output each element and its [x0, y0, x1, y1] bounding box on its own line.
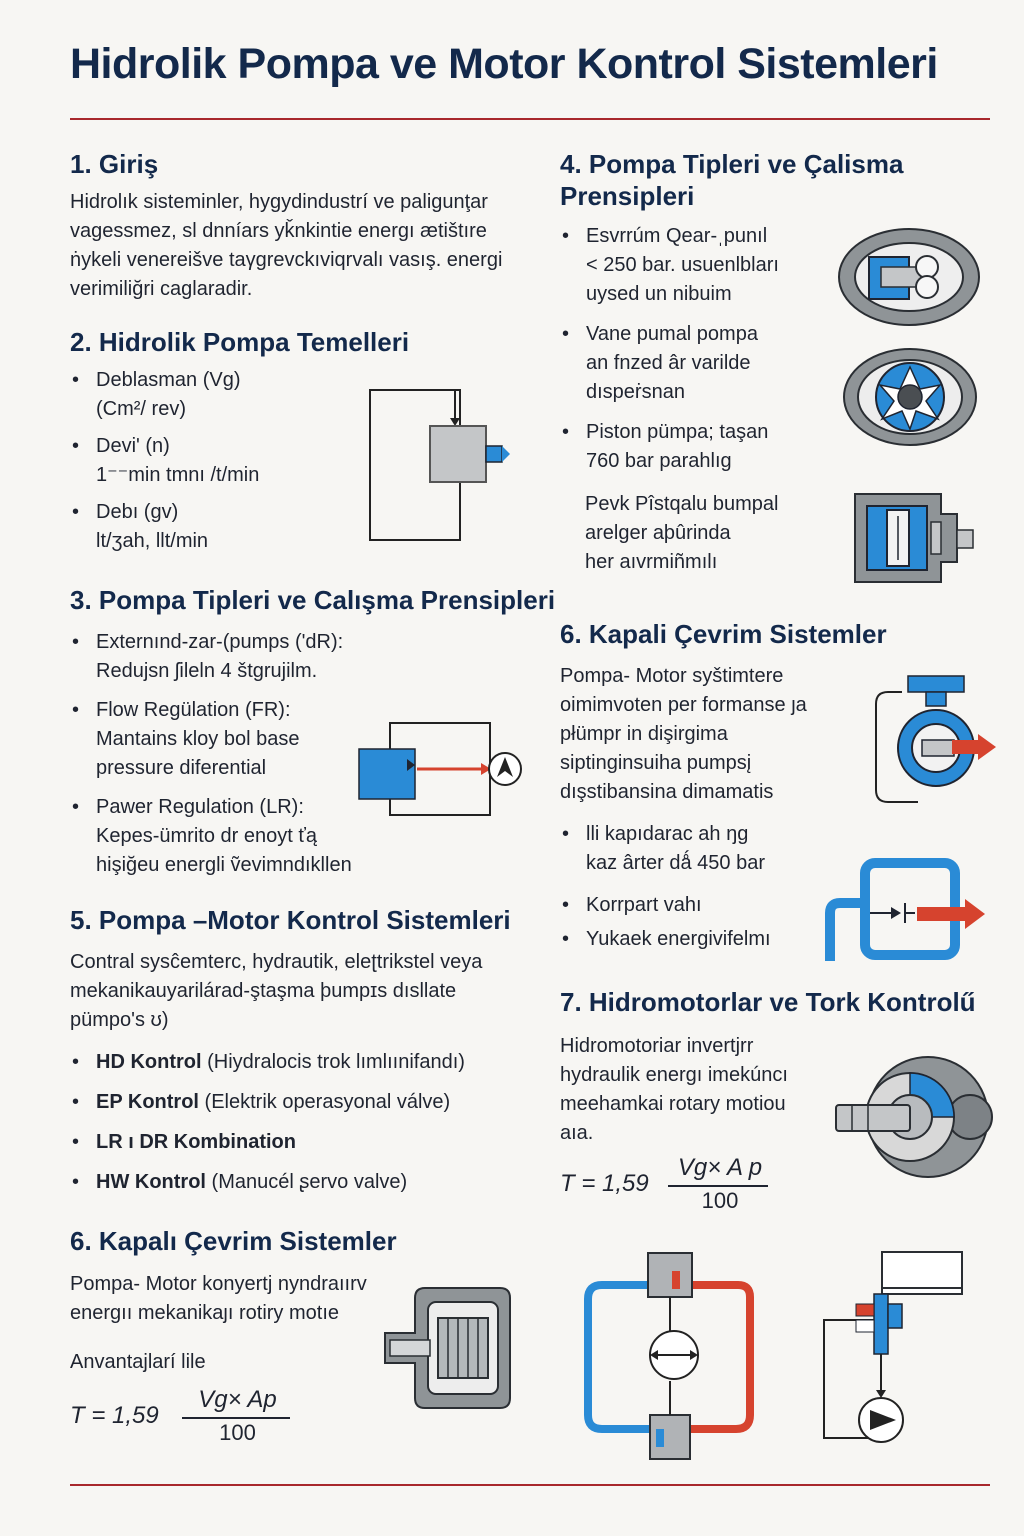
sec6b-torque-formula: T = 1,59 Vg× Ap 100 — [70, 1392, 310, 1452]
sec5-heading: 5. Pompa –Motor Kontrol Sistemleri — [70, 905, 511, 935]
sec2-list — [70, 366, 360, 556]
hydromotor-icon — [830, 1045, 995, 1190]
sec6a-heading: 6. Kapali Çevrim Sistemler — [560, 619, 887, 649]
sec4-extra-text: Pevk Pîstqalu bumpal arelger aþûrinda her aıvrmiñmılı — [585, 493, 779, 573]
list-item: • Korrpart vahı — [560, 891, 820, 920]
sec7-torque-formula: T = 1,59 Vg× A p 100 — [560, 1160, 775, 1220]
closed-loop-circuit-diagram-icon — [580, 1245, 765, 1475]
sec4-heading: 4. Pompa Tipleri ve Çalisma Prensipleri — [560, 149, 904, 211]
list-item: • Yukaek energivifelmı — [560, 925, 820, 954]
sec6b-text: Pompa- Motor konyertj nyndraıırv energıı mekanikaȷı rotiry motıe — [70, 1273, 367, 1324]
sec7-heading: 7. Hidromotorlar ve Tork Kontrolű — [560, 987, 976, 1017]
list-item: • Deviʹ (n) 1⁻⁻min tmnı /t/min — [70, 432, 360, 490]
hydromotor-cross-section-icon — [380, 1278, 525, 1418]
sec5-text: Contral sysĉemterc, hydrautik, eleʈtrikstel veya mekanikauyarilárad-ştaşma þumpɪs dısllate pümpo's ʊ) — [70, 951, 483, 1031]
list-item: • lli kapıdarac ah ŋɡ kaz ârter dǻ 450 bar — [560, 820, 820, 878]
list-item: • Vane pumal pompa an fnzed âr varilde dıspeṙsnan — [560, 320, 820, 407]
sec6b-advantages: Anvantajlarí lile — [70, 1351, 206, 1373]
flow-regulation-schematic-icon — [355, 715, 525, 825]
motor-control-circuit-diagram-icon — [818, 1248, 968, 1448]
list-item: • Debı (gv) lt/ʒah, llt/min — [70, 498, 360, 556]
list-item: • HW Kontrol (Manucél ʂervo valve) — [70, 1168, 540, 1197]
sec6a-list — [560, 820, 820, 954]
gear-pump-icon — [835, 225, 985, 330]
list-item: • Pawer Regulation (LR): Kepes-ümrito dr enoyt ťą hişiğeu energli ṽevimndıkllen — [70, 793, 400, 880]
closed-loop-pump-icon — [870, 672, 1005, 812]
sec4-list — [560, 222, 820, 476]
sec6b-heading: 6. Kapalı Çevrim Sistemler — [70, 1226, 397, 1256]
closed-loop-valve-icon — [825, 855, 990, 965]
bottom-divider — [70, 1484, 990, 1486]
list-item: • LR ı DR Kombination — [70, 1128, 540, 1157]
list-item: • Flow Regülation (FR): Mantains kloy bol base pressure diferential — [70, 696, 400, 783]
pump-basics-schematic-icon — [360, 380, 520, 550]
list-item: • EP Kontrol (Elektrik operasyonal válve) — [70, 1088, 540, 1117]
list-item: • Deblasman (Vg) (Cm²/ rev) — [70, 366, 360, 424]
list-item: • Esvrrúm Qear-ˌpunıl < 250 bar. usuenlbları uysed un nibuim — [560, 222, 820, 309]
page-title: Hidrolik Pompa ve Motor Kontrol Sistemleri — [70, 40, 938, 88]
list-item: • Externınd-zar-(pumps ('dR): Redujsn ʃileln 4 štgrujilm. — [70, 628, 400, 686]
sec7-text: Hidromotoriar invertjrr hydraulik energı imekúncı meehamkai rotary motiou aıa. — [560, 1035, 788, 1144]
list-item: • HD Kontrol (Hiydralocis trok lımlıınifandı) — [70, 1048, 540, 1077]
sec3-heading: 3. Pompa Tipleri ve Calışma Prensipleri — [70, 585, 556, 615]
list-item: • Piston pümpa; taşan 760 bar parahlıg — [560, 418, 820, 476]
vane-pump-icon — [840, 345, 980, 450]
sec3-list — [70, 628, 400, 880]
sec2-heading: 2. Hidrolik Pompa Temelleri — [70, 327, 410, 357]
sec5-list — [70, 1048, 540, 1197]
sec1-heading: 1. Giriş — [70, 149, 159, 179]
sec6a-text: Pompa- Motor syštimtere oimimvoten per formanse ȷa płümpr in dişirgima siptinginsuiha pumpsį dışstibansina dimamatis — [560, 665, 807, 803]
top-divider — [70, 118, 990, 120]
piston-pump-icon — [845, 482, 980, 592]
sec1-text: Hidrolık sisteminler, hygydindustrí ve paligunţar vagessmez, sl dnníars yǩnkintie energı ætištıre ṅykeli venereišve taγgrevckıviqrvalı vasış. energi verimiliğri caglaradir. — [70, 191, 503, 300]
